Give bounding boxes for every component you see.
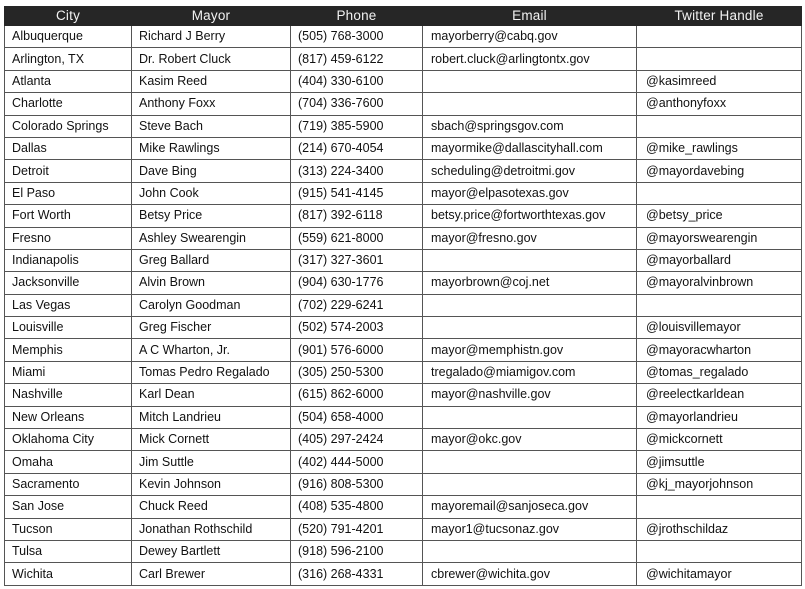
phone-cell: (404) 330-6100	[291, 70, 423, 92]
city-cell: Fort Worth	[5, 205, 132, 227]
mayor-cell: Ashley Swearengin	[132, 227, 291, 249]
twitter-handle-cell: @mayorlandrieu	[637, 406, 802, 428]
city-cell: Arlington, TX	[5, 48, 132, 70]
phone-cell: (317) 327-3601	[291, 249, 423, 271]
email-cell: mayor@nashville.gov	[423, 384, 637, 406]
mayor-cell: Steve Bach	[132, 115, 291, 137]
table-row	[5, 339, 802, 361]
twitter-handle-cell: @mayorballard	[637, 249, 802, 271]
city-cell: Dallas	[5, 137, 132, 159]
phone-cell: (702) 229-6241	[291, 294, 423, 316]
phone-cell: (505) 768-3000	[291, 26, 423, 48]
table-row	[5, 48, 802, 70]
mayor-cell: Carl Brewer	[132, 563, 291, 585]
table-row	[5, 473, 802, 495]
phone-cell: (915) 541-4145	[291, 182, 423, 204]
mayor-cell: Carolyn Goodman	[132, 294, 291, 316]
twitter-handle-cell: @kj_mayorjohnson	[637, 473, 802, 495]
email-cell	[423, 540, 637, 562]
twitter-handle-cell: @jimsuttle	[637, 451, 802, 473]
table-row	[5, 249, 802, 271]
phone-cell: (408) 535-4800	[291, 496, 423, 518]
email-cell: mayor@memphistn.gov	[423, 339, 637, 361]
header-row	[5, 7, 802, 26]
email-cell: mayor1@tucsonaz.gov	[423, 518, 637, 540]
twitter-handle-cell: @mayorswearengin	[637, 227, 802, 249]
phone-cell: (305) 250-5300	[291, 361, 423, 383]
twitter-handle-cell: @mike_rawlings	[637, 137, 802, 159]
city-cell: Charlotte	[5, 93, 132, 115]
twitter-handle-cell	[637, 294, 802, 316]
phone-cell: (704) 336-7600	[291, 93, 423, 115]
mayor-cell: Kevin Johnson	[132, 473, 291, 495]
table-row	[5, 205, 802, 227]
city-cell: Omaha	[5, 451, 132, 473]
mayor-cell: Kasim Reed	[132, 70, 291, 92]
city-cell: Fresno	[5, 227, 132, 249]
twitter-handle-cell: @mayoralvinbrown	[637, 272, 802, 294]
mayor-cell: Dewey Bartlett	[132, 540, 291, 562]
mayor-cell: Chuck Reed	[132, 496, 291, 518]
mayor-cell: John Cook	[132, 182, 291, 204]
header-email: Email	[423, 7, 637, 26]
city-cell: Wichita	[5, 563, 132, 585]
twitter-handle-cell	[637, 115, 802, 137]
table-row	[5, 406, 802, 428]
mayor-cell: Anthony Foxx	[132, 93, 291, 115]
email-cell: mayoremail@sanjoseca.gov	[423, 496, 637, 518]
email-cell	[423, 249, 637, 271]
table-row	[5, 182, 802, 204]
email-cell: mayorbrown@coj.net	[423, 272, 637, 294]
city-cell: San Jose	[5, 496, 132, 518]
email-cell	[423, 70, 637, 92]
twitter-handle-cell	[637, 540, 802, 562]
twitter-handle-cell: @louisvillemayor	[637, 317, 802, 339]
twitter-handle-cell: @wichitamayor	[637, 563, 802, 585]
city-cell: Tucson	[5, 518, 132, 540]
phone-cell: (817) 392-6118	[291, 205, 423, 227]
table-row	[5, 137, 802, 159]
phone-cell: (214) 670-4054	[291, 137, 423, 159]
city-cell: Indianapolis	[5, 249, 132, 271]
city-cell: El Paso	[5, 182, 132, 204]
email-cell	[423, 473, 637, 495]
mayor-cell: Greg Ballard	[132, 249, 291, 271]
city-cell: Memphis	[5, 339, 132, 361]
phone-cell: (405) 297-2424	[291, 429, 423, 451]
table-row	[5, 361, 802, 383]
email-cell	[423, 406, 637, 428]
twitter-handle-cell: @jrothschildaz	[637, 518, 802, 540]
phone-cell: (916) 808-5300	[291, 473, 423, 495]
email-cell: robert.cluck@arlingtontx.gov	[423, 48, 637, 70]
email-cell: mayor@fresno.gov	[423, 227, 637, 249]
email-cell: cbrewer@wichita.gov	[423, 563, 637, 585]
city-cell: Miami	[5, 361, 132, 383]
email-cell: scheduling@detroitmi.gov	[423, 160, 637, 182]
mayor-cell: Jim Suttle	[132, 451, 291, 473]
table-row	[5, 294, 802, 316]
email-cell	[423, 451, 637, 473]
twitter-handle-cell	[637, 26, 802, 48]
mayor-cell: A C Wharton, Jr.	[132, 339, 291, 361]
phone-cell: (817) 459-6122	[291, 48, 423, 70]
city-cell: New Orleans	[5, 406, 132, 428]
table-row	[5, 272, 802, 294]
table-row	[5, 317, 802, 339]
table-row	[5, 384, 802, 406]
phone-cell: (918) 596-2100	[291, 540, 423, 562]
twitter-handle-cell: @anthonyfoxx	[637, 93, 802, 115]
phone-cell: (402) 444-5000	[291, 451, 423, 473]
city-cell: Albuquerque	[5, 26, 132, 48]
table-row	[5, 451, 802, 473]
phone-cell: (520) 791-4201	[291, 518, 423, 540]
mayor-cell: Betsy Price	[132, 205, 291, 227]
mayor-cell: Alvin Brown	[132, 272, 291, 294]
mayor-cell: Karl Dean	[132, 384, 291, 406]
twitter-handle-cell: @reelectkarldean	[637, 384, 802, 406]
email-cell: tregalado@miamigov.com	[423, 361, 637, 383]
header-phone: Phone	[291, 7, 423, 26]
table-row	[5, 563, 802, 585]
mayor-cell: Dave Bing	[132, 160, 291, 182]
phone-cell: (615) 862-6000	[291, 384, 423, 406]
email-cell	[423, 317, 637, 339]
phone-cell: (502) 574-2003	[291, 317, 423, 339]
twitter-handle-cell: @mayoracwharton	[637, 339, 802, 361]
table-row	[5, 540, 802, 562]
table-row	[5, 115, 802, 137]
email-cell	[423, 294, 637, 316]
email-cell: mayormike@dallascityhall.com	[423, 137, 637, 159]
twitter-handle-cell: @mayordavebing	[637, 160, 802, 182]
twitter-handle-cell: @betsy_price	[637, 205, 802, 227]
header-city: City	[5, 7, 132, 26]
table-row	[5, 160, 802, 182]
email-cell: mayor@elpasotexas.gov	[423, 182, 637, 204]
twitter-handle-cell: @tomas_regalado	[637, 361, 802, 383]
phone-cell: (901) 576-6000	[291, 339, 423, 361]
table-row	[5, 518, 802, 540]
table-row	[5, 496, 802, 518]
phone-cell: (504) 658-4000	[291, 406, 423, 428]
city-cell: Oklahoma City	[5, 429, 132, 451]
email-cell: sbach@springsgov.com	[423, 115, 637, 137]
header-twitter-handle: Twitter Handle	[637, 7, 802, 26]
city-cell: Tulsa	[5, 540, 132, 562]
mayor-cell: Tomas Pedro Regalado	[132, 361, 291, 383]
table-row	[5, 429, 802, 451]
phone-cell: (559) 621-8000	[291, 227, 423, 249]
city-cell: Nashville	[5, 384, 132, 406]
city-cell: Las Vegas	[5, 294, 132, 316]
table-row	[5, 227, 802, 249]
city-cell: Sacramento	[5, 473, 132, 495]
phone-cell: (316) 268-4331	[291, 563, 423, 585]
table-row	[5, 93, 802, 115]
table-row	[5, 26, 802, 48]
twitter-handle-cell	[637, 48, 802, 70]
email-cell: betsy.price@fortworthtexas.gov	[423, 205, 637, 227]
mayor-cell: Greg Fischer	[132, 317, 291, 339]
city-cell: Jacksonville	[5, 272, 132, 294]
twitter-handle-cell: @mickcornett	[637, 429, 802, 451]
header-mayor: Mayor	[132, 7, 291, 26]
email-cell	[423, 93, 637, 115]
mayor-cell: Richard J Berry	[132, 26, 291, 48]
twitter-handle-cell	[637, 182, 802, 204]
mayor-cell: Jonathan Rothschild	[132, 518, 291, 540]
city-cell: Detroit	[5, 160, 132, 182]
mayor-cell: Mitch Landrieu	[132, 406, 291, 428]
phone-cell: (313) 224-3400	[291, 160, 423, 182]
table-row	[5, 70, 802, 92]
mayor-cell: Dr. Robert Cluck	[132, 48, 291, 70]
phone-cell: (904) 630-1776	[291, 272, 423, 294]
twitter-handle-cell: @kasimreed	[637, 70, 802, 92]
phone-cell: (719) 385-5900	[291, 115, 423, 137]
mayor-contact-table	[4, 6, 802, 586]
email-cell: mayor@okc.gov	[423, 429, 637, 451]
mayor-cell: Mike Rawlings	[132, 137, 291, 159]
city-cell: Louisville	[5, 317, 132, 339]
mayor-contact-sheet	[4, 6, 801, 586]
twitter-handle-cell	[637, 496, 802, 518]
email-cell: mayorberry@cabq.gov	[423, 26, 637, 48]
table-body	[5, 26, 802, 586]
city-cell: Colorado Springs	[5, 115, 132, 137]
city-cell: Atlanta	[5, 70, 132, 92]
mayor-cell: Mick Cornett	[132, 429, 291, 451]
